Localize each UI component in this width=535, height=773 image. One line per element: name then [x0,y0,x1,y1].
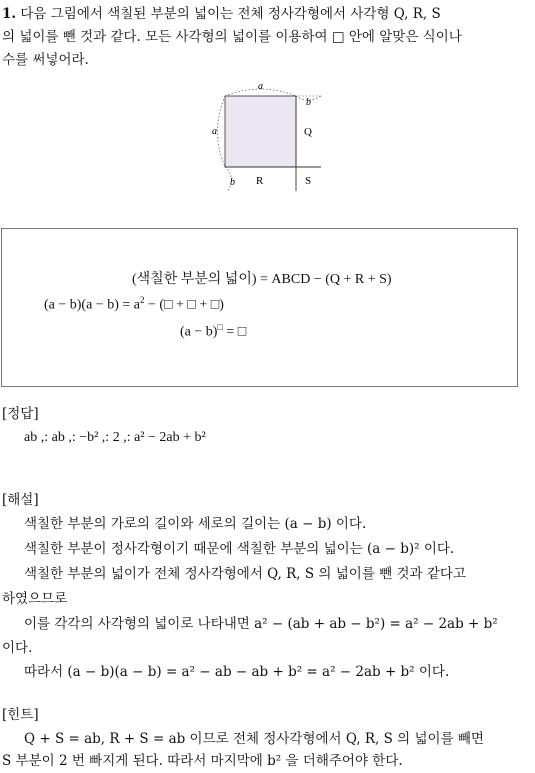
box-equation-2-left: (a − b)(a − b) = a [44,297,140,313]
box-equation-2 [44,295,224,314]
box-equation-1: (색칠한 부분의 넓이) = ABCD − (Q + R + S) [132,272,392,287]
explanation-line-2: 색칠한 부분이 정사각형이기 때문에 색칠한 부분의 넓이는 (a − b)² 이다. [24,541,455,557]
brace-left [218,96,226,167]
problem-text-line-3: 수를 써넣어라. [2,52,89,68]
hint-heading: [힌트] [2,707,39,723]
problem-number: 1. [2,6,17,22]
answer-heading: [정답] [2,406,39,422]
explanation-line-5: 이를 각각의 사각형의 넓이로 나타내면 a² − (ab + ab − b²) = a² − 2ab + b² [24,616,498,632]
hint-line-2: S 부분이 2 번 빠지게 된다. 따라서 마지막에 b² 을 더해주어야 한다. [2,753,403,769]
label-left: a [212,126,217,137]
answer-text: ab ,: ab ,: −b² ,: 2 ,: a² − 2ab + b² [24,430,206,445]
label-b-bottom: b [230,177,235,188]
box-equation-3 [180,322,246,341]
explanation-line-3: 색칠한 부분의 넓이가 전체 정사각형에서 Q, R, S 의 넓이를 뺀 것과 같다고 [24,566,466,582]
label-r: R [256,175,264,187]
hint-line-1: Q + S = ab, R + S = ab 이므로 전체 정사각형에서 Q, R, S 의 넓이를 빼면 [24,731,484,747]
explanation-line-4: 하였으므로 [2,591,68,607]
label-q: Q [304,126,312,138]
problem-text-line-1: 다음 그림에서 색칠된 부분의 넓이는 전체 정사각형에서 사각형 Q, R, S [20,6,441,22]
label-s: S [305,175,312,187]
box-equation-2-right: − (□ + □ + □) [144,297,224,313]
explanation-line-7: 따라서 (a − b)(a − b) = a² − ab − ab + b² = a² − 2ab + b² 이다. [24,664,450,680]
explanation-line-1: 색칠한 부분의 가로의 길이와 세로의 길이는 (a − b) 이다. [24,516,367,532]
explanation-heading: [해설] [2,492,39,508]
explanation-line-6: 이다. [2,640,33,656]
problem-text-line-2: 의 넓이를 뺀 것과 같다. 모든 사각형의 넓이를 이용하여 □ 안에 알맞은 식이나 [2,29,462,45]
square-figure [200,78,330,193]
label-b-top: b [306,97,311,108]
box-equation-3-left: (a − b) [180,324,218,340]
shaded-square [225,96,296,167]
box-equation-3-exponent: □ [217,322,223,332]
box-equation-2-exponent: 2 [139,295,145,305]
label-top: a [258,81,263,92]
box-equation-3-right: = □ [222,324,247,340]
